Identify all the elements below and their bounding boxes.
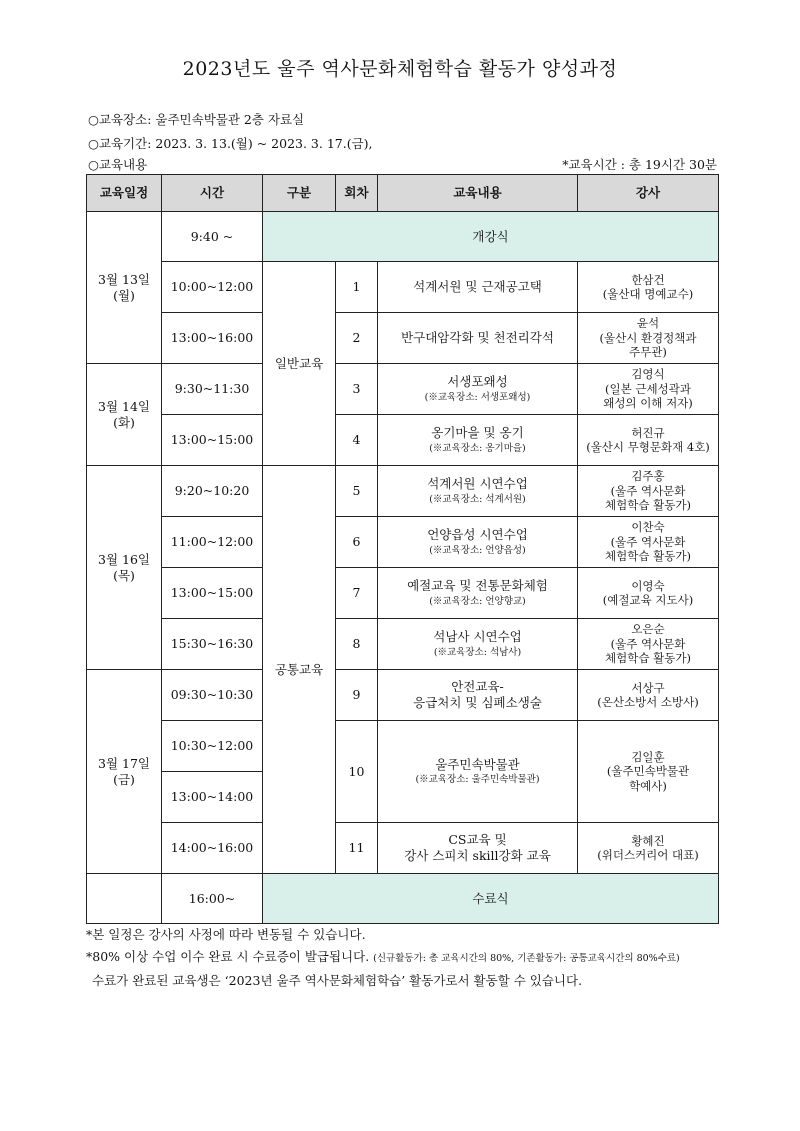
table-row [87,721,719,772]
session-content [378,721,578,823]
notes [86,924,680,992]
header-content: 교육내용 [378,175,578,212]
schedule-table [86,174,719,924]
note-line-3: 수료가 완료된 교육생은 ‘2023년 울주 역사문화체험학습’ 활동가로서 활동할 수 있습니다. [92,973,583,988]
content-title: 반구대암각화 및 천전리각석 [401,330,554,346]
session-no: 4 [336,415,378,466]
time-cell: 10:30~12:00 [162,721,263,772]
instructor-cell: 김일훈 (울주민속박물관 학예사) [578,721,719,823]
info-total-time: *교육시간 : 총 19시간 30분 [562,157,717,172]
content-note: (※교육장소: 언양향교) [429,595,526,607]
table-row [87,262,719,313]
content-note: (※교육장소: 석남사) [433,646,522,658]
header-date: 교육일정 [87,175,162,212]
time-cell: 13:00~14:00 [162,772,263,823]
session-content [378,313,578,364]
content-title: 석남사 시연수업 [433,629,522,645]
content-note: (※교육장소: 언양읍성) [429,544,526,556]
instructor-cell: 황혜진 (위더스커리어 대표) [578,823,719,874]
instructor-cell: 이영숙 (예절교육 지도사) [578,568,719,619]
content-note: (※교육장소: 서생포왜성) [424,391,531,403]
info-period: ○교육기간: 2023. 3. 13.(월) ~ 2023. 3. 17.(금), [88,136,373,151]
content-title: 언양읍성 시연수업 [427,527,528,543]
table-row [87,823,719,874]
header-category: 구분 [263,175,336,212]
content-title: 울주민속박물관 [435,756,520,772]
session-content [378,415,578,466]
content-title: 옹기마을 및 옹기 [431,425,524,441]
session-content [378,568,578,619]
closing-ceremony: 수료식 [263,874,719,924]
opening-ceremony: 개강식 [263,212,719,262]
content-title: 석계서원 및 근재공고택 [413,279,542,295]
table-row [87,313,719,364]
time-cell: 14:00~16:00 [162,823,263,874]
session-no: 9 [336,670,378,721]
header-time: 시간 [162,175,263,212]
session-no: 11 [336,823,378,874]
instructor-cell: 김영식 (일본 근세성곽과 왜성의 이해 저자) [578,364,719,415]
time-cell: 9:40 ~ [162,212,263,262]
time-cell: 09:30~10:30 [162,670,263,721]
day-cell: 3월 13일 (월) [87,212,162,364]
table-row [87,212,719,262]
category-cell: 공통교육 [263,466,336,874]
header-instructor: 강사 [578,175,719,212]
session-content [378,466,578,517]
table-row [87,568,719,619]
content-note: (※교육장소: 울주민속박물관) [415,774,540,786]
time-cell: 10:00~12:00 [162,262,263,313]
table-row [87,466,719,517]
day-cell: 3월 14일 (화) [87,364,162,466]
session-no: 8 [336,619,378,670]
info-place: ○교육장소: 울주민속박물관 2층 자료실 [88,112,305,127]
time-cell: 9:30~11:30 [162,364,263,415]
note-line-1: *본 일정은 강사의 사정에 따라 변동될 수 있습니다. [86,927,366,942]
session-content [378,670,578,721]
day-cell-empty [87,874,162,924]
session-no: 6 [336,517,378,568]
table-header-row [87,175,719,212]
note-line-2-detail: (신규활동가: 총 교육시간의 80%, 기존활동가: 공통교육시간의 80%수료) [373,953,680,964]
time-cell: 13:00~15:00 [162,568,263,619]
note-line-2-main: *80% 이상 수업 이수 완료 시 수료증이 발급됩니다. [86,949,370,964]
session-no: 1 [336,262,378,313]
instructor-cell: 한삼건 (울산대 명예교수) [578,262,719,313]
time-cell: 13:00~15:00 [162,415,263,466]
table-row [87,517,719,568]
session-no: 3 [336,364,378,415]
time-cell: 11:00~12:00 [162,517,263,568]
page-title: 2023년도 울주 역사문화체험학습 활동가 양성과정 [182,58,618,80]
time-cell: 15:30~16:30 [162,619,263,670]
session-no: 2 [336,313,378,364]
table-row [87,364,719,415]
content-title: 안전교육- 응급처치 및 심폐소생술 [413,679,542,710]
session-content [378,364,578,415]
content-note: (※교육장소: 석계서원) [429,493,526,505]
info-content-label: ○교육내용 [88,157,148,172]
header-session: 회차 [336,175,378,212]
instructor-cell: 이찬숙 (울주 역사문화 체험학습 활동가) [578,517,719,568]
time-cell: 16:00~ [162,874,263,924]
category-cell: 일반교육 [263,262,336,466]
instructor-cell: 오은순 (울주 역사문화 체험학습 활동가) [578,619,719,670]
table-row [87,415,719,466]
day-cell: 3월 16일 (목) [87,466,162,670]
table-row [87,619,719,670]
session-content [378,517,578,568]
content-title: CS교육 및 강사 스피치 skill강화 교육 [404,832,551,863]
session-content [378,619,578,670]
day-cell: 3월 17일 (금) [87,670,162,874]
content-title: 석계서원 시연수업 [427,476,528,492]
instructor-cell: 윤석 (울산시 환경정책과 주무관) [578,313,719,364]
table-row [87,670,719,721]
instructor-cell: 서상구 (온산소방서 소방사) [578,670,719,721]
content-note: (※교육장소: 옹기마을) [429,442,526,454]
time-cell: 9:20~10:20 [162,466,263,517]
time-cell: 13:00~16:00 [162,313,263,364]
session-content [378,262,578,313]
note-line-2 [86,946,680,970]
content-title: 서생포왜성 [447,374,508,390]
instructor-cell: 허진규 (울산시 무형문화재 4호) [578,415,719,466]
session-no: 7 [336,568,378,619]
session-no: 10 [336,721,378,823]
table-row [87,874,719,924]
instructor-cell: 김주홍 (울주 역사문화 체험학습 활동가) [578,466,719,517]
session-no: 5 [336,466,378,517]
session-content [378,823,578,874]
content-title: 예절교육 및 전통문화체험 [407,578,548,594]
